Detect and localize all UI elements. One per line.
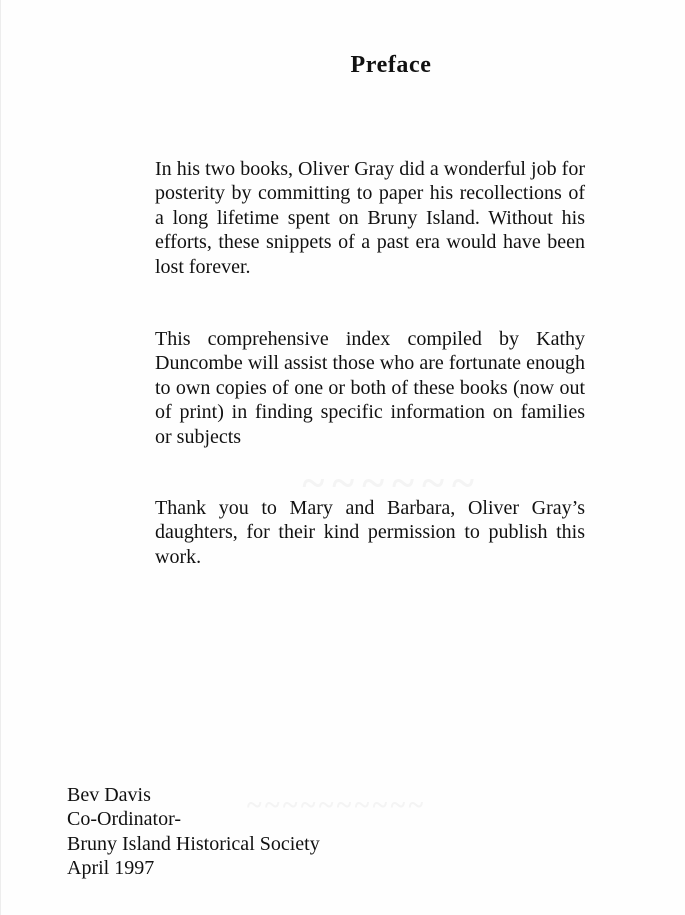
preface-paragraph-3: Thank you to Mary and Barbara, Oliver Gray’s daughters, for their kind permission to publish this work. <box>155 497 585 568</box>
page-title: Preface <box>350 52 432 78</box>
preface-paragraph-1: In his two books, Oliver Gray did a wonderful job for posterity by committing to paper his recollections of a long lifetime spent on Bruny Island. Without his efforts, these snippets of a past era would have been lost forever. <box>155 158 585 278</box>
signatory-name: Bev Davis <box>67 784 151 806</box>
bleed-through-mark: ~~~~~~~~~~ <box>246 790 426 821</box>
bleed-through-mark: ~~~~~~ <box>301 461 481 507</box>
signatory-organization: Bruny Island Historical Society <box>67 832 320 855</box>
signatory-role: Co-Ordinator- <box>67 808 182 831</box>
signature-block <box>67 783 320 881</box>
preface-paragraph-2: This comprehensive index compiled by Kathy Duncombe will assist those who are fortunate enough to own copies of one or both of these books (now out of print) in finding specific information on families or subjects <box>155 328 585 448</box>
signature-date: April 1997 <box>67 857 155 880</box>
